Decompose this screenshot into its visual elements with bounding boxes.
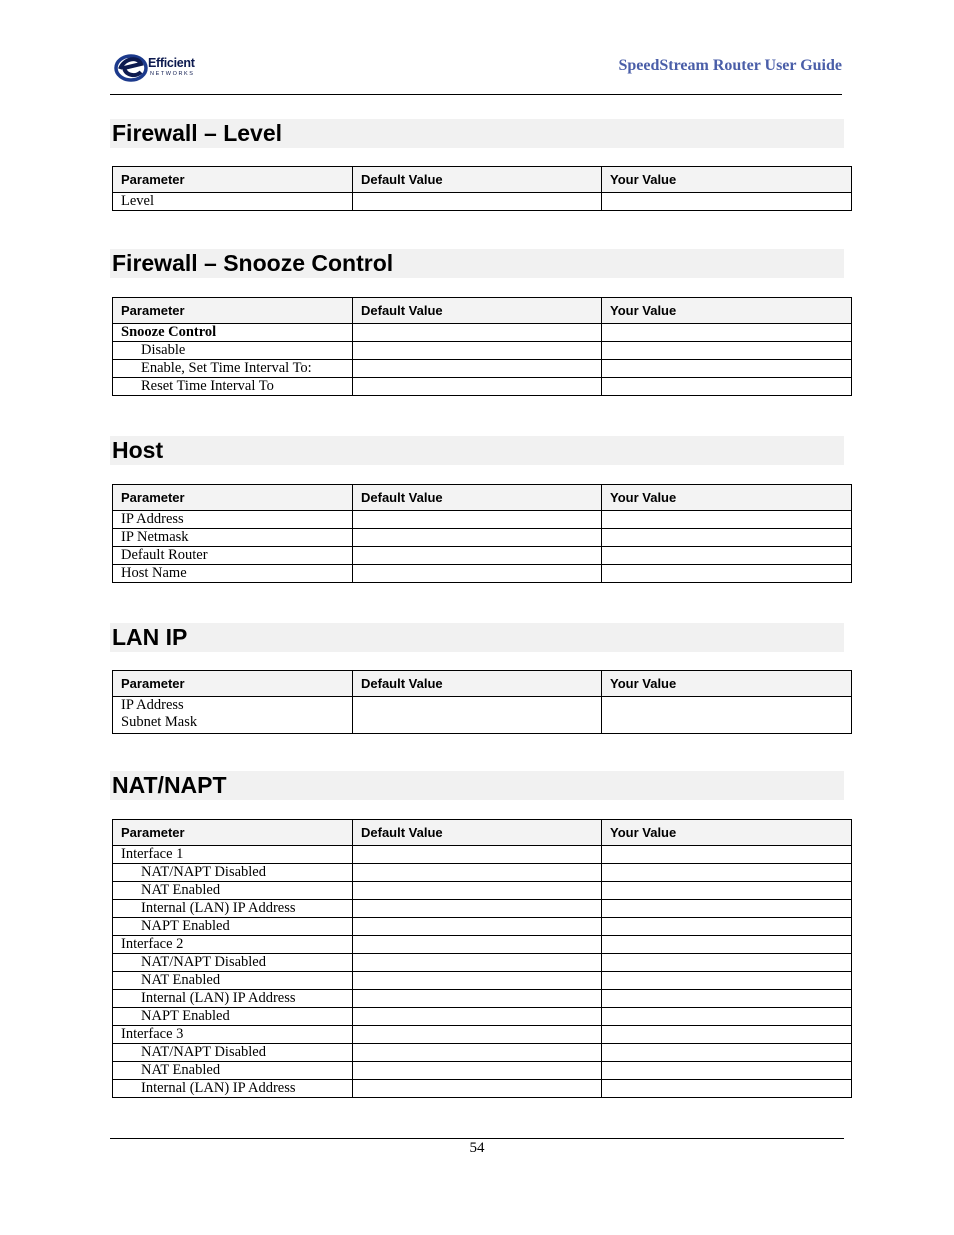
param-line: Subnet Mask	[121, 714, 198, 730]
logo-brand-text: Efficient	[148, 56, 195, 70]
section-title: Host	[112, 437, 164, 463]
col-header-parameter: Parameter	[113, 671, 353, 697]
param-cell: Interface 3	[113, 1026, 353, 1044]
param-cell: IP Netmask	[113, 529, 353, 547]
default-value-cell	[353, 1080, 602, 1098]
table-row	[113, 324, 852, 342]
param-cell: Level	[113, 193, 353, 211]
table-header-row	[113, 298, 852, 324]
default-value-cell	[353, 547, 602, 565]
param-cell: Default Router	[113, 547, 353, 565]
default-value-cell	[353, 900, 602, 918]
your-value-cell[interactable]	[602, 378, 852, 396]
host-table	[112, 484, 852, 583]
logo-sub-text: NETWORKS	[150, 71, 195, 77]
table-row	[113, 972, 852, 990]
default-value-cell	[353, 342, 602, 360]
table-row	[113, 900, 852, 918]
section-title: NAT/NAPT	[112, 772, 227, 798]
default-value-cell	[353, 846, 602, 864]
logo-e-icon	[114, 52, 148, 84]
param-group-cell: Snooze Control	[113, 324, 353, 342]
default-value-cell	[353, 918, 602, 936]
table-row	[113, 378, 852, 396]
param-cell: Host Name	[113, 565, 353, 583]
param-cell: Interface 1	[113, 846, 353, 864]
table-row	[113, 1062, 852, 1080]
default-value-cell	[353, 1026, 602, 1044]
col-header-your-value: Your Value	[602, 298, 852, 324]
param-cell: IP Address	[113, 511, 353, 529]
param-cell: Internal (LAN) IP Address	[113, 990, 353, 1008]
table-row	[113, 342, 852, 360]
efficient-networks-logo	[114, 52, 214, 84]
your-value-cell[interactable]	[602, 972, 852, 990]
your-value-cell[interactable]	[602, 547, 852, 565]
col-header-your-value: Your Value	[602, 820, 852, 846]
your-value-cell[interactable]	[602, 324, 852, 342]
section-header-firewall-level	[110, 119, 844, 148]
default-value-cell	[353, 565, 602, 583]
col-header-default-value: Default Value	[353, 167, 602, 193]
your-value-cell[interactable]	[602, 511, 852, 529]
table-row	[113, 1044, 852, 1062]
table-row	[113, 954, 852, 972]
default-value-cell	[353, 972, 602, 990]
your-value-cell[interactable]	[602, 342, 852, 360]
param-cell: NAT Enabled	[113, 1062, 353, 1080]
col-header-default-value: Default Value	[353, 820, 602, 846]
lan-ip-table	[112, 670, 852, 734]
your-value-cell[interactable]	[602, 193, 852, 211]
col-header-default-value: Default Value	[353, 485, 602, 511]
param-line: IP Address	[121, 697, 184, 713]
default-value-cell	[353, 511, 602, 529]
param-cell: NAT Enabled	[113, 882, 353, 900]
param-cell: NAT Enabled	[113, 972, 353, 990]
section-title: Firewall – Level	[112, 120, 283, 146]
table-row	[113, 511, 852, 529]
param-cell: Internal (LAN) IP Address	[113, 1080, 353, 1098]
table-row	[113, 547, 852, 565]
default-value-cell	[353, 936, 602, 954]
table-row	[113, 1008, 852, 1026]
guide-title: SpeedStream Router User Guide	[618, 57, 842, 74]
col-header-default-value: Default Value	[353, 671, 602, 697]
table-row	[113, 1080, 852, 1098]
param-cell: NAT/NAPT Disabled	[113, 1044, 353, 1062]
col-header-your-value: Your Value	[602, 167, 852, 193]
param-cell: NAPT Enabled	[113, 918, 353, 936]
table-row	[113, 846, 852, 864]
section-header-snooze-control	[110, 249, 844, 278]
your-value-cell[interactable]	[602, 697, 852, 734]
param-cell: NAT/NAPT Disabled	[113, 954, 353, 972]
default-value-cell	[353, 864, 602, 882]
your-value-cell[interactable]	[602, 900, 852, 918]
param-cell: NAPT Enabled	[113, 1008, 353, 1026]
col-header-parameter: Parameter	[113, 485, 353, 511]
your-value-cell[interactable]	[602, 954, 852, 972]
header-divider	[110, 94, 842, 95]
col-header-parameter: Parameter	[113, 167, 353, 193]
section-header-nat-napt	[110, 771, 844, 800]
your-value-cell[interactable]	[602, 846, 852, 864]
your-value-cell[interactable]	[602, 990, 852, 1008]
default-value-cell	[353, 954, 602, 972]
page-number: 54	[469, 1140, 485, 1156]
default-value-cell	[353, 1008, 602, 1026]
col-header-parameter: Parameter	[113, 298, 353, 324]
table-row	[113, 1026, 852, 1044]
param-cell: Disable	[113, 342, 353, 360]
default-value-cell	[353, 697, 602, 734]
section-header-lan-ip	[110, 623, 844, 652]
default-value-cell	[353, 1044, 602, 1062]
param-cell	[113, 697, 353, 734]
col-header-default-value: Default Value	[353, 298, 602, 324]
section-title: LAN IP	[112, 624, 188, 650]
default-value-cell	[353, 193, 602, 211]
snooze-control-table	[112, 297, 852, 396]
param-cell: Reset Time Interval To	[113, 378, 353, 396]
table-row	[113, 565, 852, 583]
your-value-cell[interactable]	[602, 864, 852, 882]
default-value-cell	[353, 1062, 602, 1080]
your-value-cell[interactable]	[602, 882, 852, 900]
col-header-your-value: Your Value	[602, 671, 852, 697]
firewall-level-table	[112, 166, 852, 211]
default-value-cell	[353, 360, 602, 378]
table-header-row	[113, 167, 852, 193]
col-header-parameter: Parameter	[113, 820, 353, 846]
table-row	[113, 990, 852, 1008]
default-value-cell	[353, 990, 602, 1008]
default-value-cell	[353, 324, 602, 342]
your-value-cell[interactable]	[602, 1026, 852, 1044]
your-value-cell[interactable]	[602, 360, 852, 378]
param-cell: NAT/NAPT Disabled	[113, 864, 353, 882]
table-row	[113, 360, 852, 378]
default-value-cell	[353, 378, 602, 396]
table-row	[113, 936, 852, 954]
table-row	[113, 918, 852, 936]
table-header-row	[113, 820, 852, 846]
your-value-cell[interactable]	[602, 1008, 852, 1026]
your-value-cell[interactable]	[602, 918, 852, 936]
table-header-row	[113, 485, 852, 511]
table-row	[113, 864, 852, 882]
your-value-cell[interactable]	[602, 1062, 852, 1080]
section-title: Firewall – Snooze Control	[112, 250, 394, 276]
your-value-cell[interactable]	[602, 1080, 852, 1098]
your-value-cell[interactable]	[602, 1044, 852, 1062]
your-value-cell[interactable]	[602, 529, 852, 547]
param-cell: Internal (LAN) IP Address	[113, 900, 353, 918]
param-cell: Interface 2	[113, 936, 353, 954]
table-row	[113, 882, 852, 900]
your-value-cell[interactable]	[602, 565, 852, 583]
default-value-cell	[353, 882, 602, 900]
nat-napt-table	[112, 819, 852, 1098]
param-cell: Enable, Set Time Interval To:	[113, 360, 353, 378]
table-header-row	[113, 671, 852, 697]
table-row	[113, 529, 852, 547]
your-value-cell[interactable]	[602, 936, 852, 954]
table-row	[113, 193, 852, 211]
default-value-cell	[353, 529, 602, 547]
col-header-your-value: Your Value	[602, 485, 852, 511]
footer-divider	[110, 1138, 844, 1139]
table-row	[113, 697, 852, 734]
section-header-host	[110, 436, 844, 465]
